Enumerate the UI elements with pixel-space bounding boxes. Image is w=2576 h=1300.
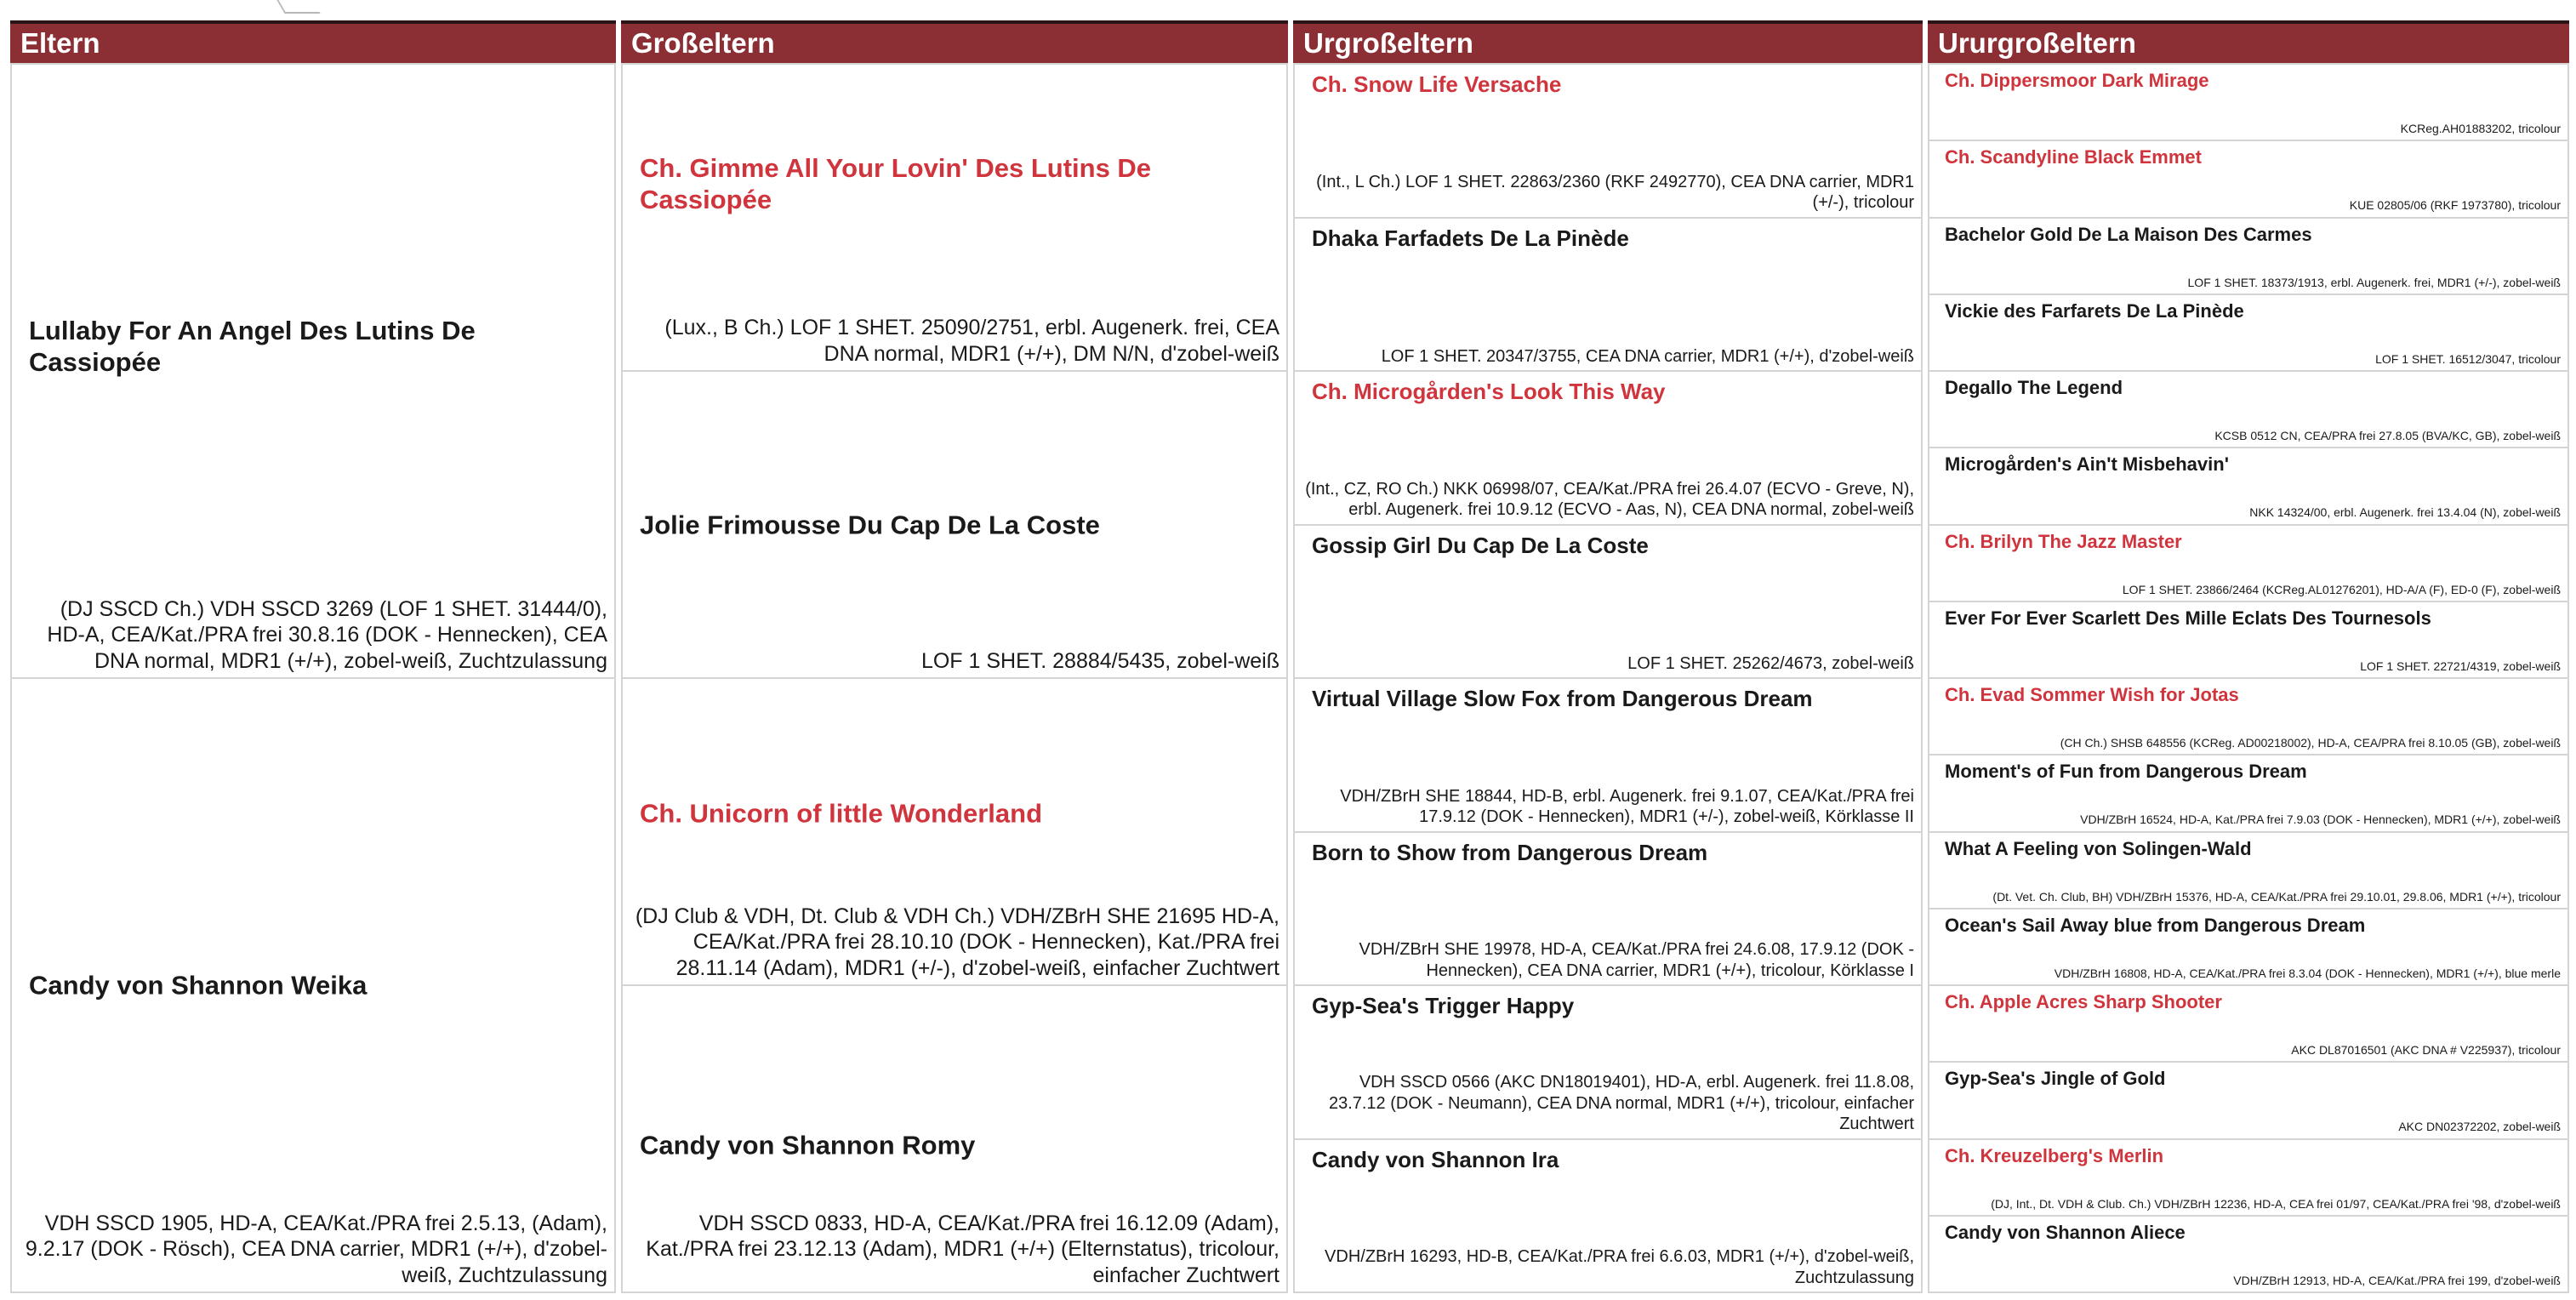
- pedigree-table: [10, 20, 2569, 1293]
- dog-details: VDH/ZBrH 16293, HD-B, CEA/Kat./PRA frei 6.6.03, MDR1 (+/+), d'zobel-weiß, Zuchtzulassung: [1325, 1247, 1914, 1287]
- column-header-parents: Eltern: [10, 20, 616, 63]
- dog-details: VDH/ZBrH 12913, HD-A, CEA/Kat./PRA frei 199, d'zobel-weiß: [2233, 1273, 2561, 1287]
- column-header-great-grandparents: Urgroßeltern: [1293, 20, 1923, 63]
- dog-name: Vickie des Farfarets De La Pinède: [1945, 299, 2244, 322]
- grandparent-cell: [621, 372, 1288, 679]
- dog-details: AKC DN02372202, zobel-weiß: [2398, 1120, 2561, 1134]
- dog-details: LOF 1 SHET. 22721/4319, zobel-weiß: [2360, 659, 2561, 673]
- dog-details: KCSB 0512 CN, CEA/PRA frei 27.8.05 (BVA/KC, GB), zobel-weiß: [2214, 429, 2561, 443]
- great-great-grandparent-cell: [1928, 295, 2569, 372]
- dog-details: (Int., L Ch.) LOF 1 SHET. 22863/2360 (RKF 2492770), CEA DNA carrier, MDR1 (+/-), tricolour: [1316, 172, 1914, 213]
- pen-mark: [276, 0, 320, 14]
- dog-name: Ch. Scandyline Black Emmet: [1945, 146, 2202, 168]
- dog-details: (Int., CZ, RO Ch.) NKK 06998/07, CEA/Kat./PRA frei 26.4.07 (ECVO - Greve, N), erbl. Augenerk. frei 10.9.12 (ECVO - Aas, N), CEA DNA normal, zobel-weiß: [1305, 479, 1914, 520]
- column-header-grandparents: Großeltern: [621, 20, 1288, 63]
- dog-details: VDH SSCD 0833, HD-A, CEA/Kat./PRA frei 16.12.09 (Adam), Kat./PRA frei 23.12.13 (Adam), MDR1 (+/+) (Elternstatus), tricolour, einfacher Zuchtwert: [646, 1211, 1279, 1287]
- column-grandparents: [621, 20, 1288, 1293]
- dog-name: Microgården's Ain't Misbehavin': [1945, 453, 2229, 476]
- dog-details: NKK 14324/00, erbl. Augenerk. frei 13.4.04 (N), zobel-weiß: [2249, 505, 2561, 520]
- dog-name: Gossip Girl Du Cap De La Coste: [1312, 532, 1649, 558]
- dog-name: Lullaby For An Angel Des Lutins De Cassiopée: [29, 316, 476, 378]
- dog-details: LOF 1 SHET. 16512/3047, tricolour: [2375, 351, 2561, 366]
- great-great-grandparent-cell: [1928, 909, 2569, 986]
- grandparent-cell: [621, 986, 1288, 1293]
- dog-details: KUE 02805/06 (RKF 1973780), tricolour: [2349, 198, 2561, 213]
- dog-name: Dhaka Farfadets De La Pinède: [1312, 225, 1629, 251]
- great-grandparent-cell: [1293, 1140, 1923, 1294]
- dog-details: LOF 1 SHET. 23866/2464 (KCReg.AL01276201), HD-A/A (F), ED-0 (F), zobel-weiß: [2122, 582, 2561, 596]
- dog-name: Candy von Shannon Weika: [29, 970, 368, 1001]
- parent-cell-sire: [10, 63, 616, 679]
- dog-details: VDH/ZBrH SHE 18844, HD-B, erbl. Augenerk. frei 9.1.07, CEA/Kat./PRA frei 17.9.12 (DOK - Hennecken), MDR1 (+/-), zobel-weiß, Körklasse II: [1340, 786, 1914, 827]
- dog-name: Ch. Kreuzelberg's Merlin: [1945, 1144, 2164, 1166]
- dog-name: Born to Show from Dangerous Dream: [1312, 839, 1708, 865]
- dog-details: LOF 1 SHET. 20347/3755, CEA DNA carrier, MDR1 (+/+), d'zobel-weiß: [1381, 346, 1914, 366]
- great-great-grandparent-cell: [1928, 755, 2569, 832]
- dog-details: VDH SSCD 1905, HD-A, CEA/Kat./PRA frei 2.5.13, (Adam), 9.2.17 (DOK - Rösch), CEA DNA carrier, MDR1 (+/+), d'zobel-weiß, Zuchtzulassung: [25, 1211, 607, 1287]
- dog-details: (DJ, Int., Dt. VDH & Club. Ch.) VDH/ZBrH 12236, HD-A, CEA frei 01/97, CEA/Kat./PRA frei '98, d'zobel-weiß: [1991, 1196, 2561, 1211]
- dog-name: Ch. Brilyn The Jazz Master: [1945, 530, 2182, 552]
- dog-name: Ch. Snow Life Versache: [1312, 71, 1562, 97]
- dog-name: Candy von Shannon Romy: [640, 1130, 976, 1160]
- great-great-grandparent-cell: [1928, 448, 2569, 525]
- dog-details: (Dt. Vet. Ch. Club, BH) VDH/ZBrH 15376, HD-A, CEA/Kat./PRA frei 29.10.01, 29.8.06, MDR1 (+/+), tricolour: [1992, 889, 2561, 904]
- great-grandparent-cell: [1293, 833, 1923, 987]
- dog-name: Ever For Ever Scarlett Des Mille Eclats Des Tournesols: [1945, 607, 2431, 629]
- dog-name: Ch. Unicorn of little Wonderland: [640, 798, 1043, 829]
- dog-details: KCReg.AH01883202, tricolour: [2400, 122, 2561, 136]
- dog-details: LOF 1 SHET. 25262/4673, zobel-weiß: [1627, 653, 1914, 673]
- great-great-grandparent-cell: [1928, 1140, 2569, 1217]
- great-grandparent-cell: [1293, 526, 1923, 680]
- dog-name: Jolie Frimousse Du Cap De La Coste: [640, 509, 1100, 539]
- parent-cell-dam: [10, 679, 616, 1293]
- great-grandparent-cell: [1293, 219, 1923, 373]
- dog-name: Gyp-Sea's Jingle of Gold: [1945, 1068, 2166, 1090]
- great-great-grandparent-cell: [1928, 679, 2569, 755]
- great-great-grandparent-cell: [1928, 141, 2569, 218]
- dog-details: VDH/ZBrH 16524, HD-A, Kat./PRA frei 7.9.03 (DOK - Hennecken), MDR1 (+/+), zobel-weiß: [2080, 812, 2561, 827]
- column-great-grandparents: [1293, 20, 1923, 1293]
- dog-details: VDH SSCD 0566 (AKC DN18019401), HD-A, erbl. Augenerk. frei 11.8.08, 23.7.12 (DOK - Neumann), CEA DNA normal, MDR1 (+/+), tricolour, einfacher Zuchtwert: [1328, 1073, 1914, 1134]
- grandparent-cell: [621, 679, 1288, 986]
- great-great-grandparent-cell: [1928, 219, 2569, 295]
- dog-name: Bachelor Gold De La Maison Des Carmes: [1945, 223, 2312, 245]
- dog-details: (Lux., B Ch.) LOF 1 SHET. 25090/2751, erbl. Augenerk. frei, CEA DNA normal, MDR1 (+/+), DM N/N, d'zobel-weiß: [664, 316, 1279, 366]
- dog-name: Ch. Microgården's Look This Way: [1312, 379, 1666, 404]
- dog-details: AKC DL87016501 (AKC DNA # V225937), tricolour: [2291, 1043, 2561, 1058]
- dog-name: What A Feeling von Solingen-Wald: [1945, 837, 2252, 859]
- great-great-grandparent-cell: [1928, 63, 2569, 141]
- dog-name: Ch. Dippersmoor Dark Mirage: [1945, 70, 2209, 91]
- dog-name: Ch. Apple Acres Sharp Shooter: [1945, 991, 2222, 1012]
- great-great-grandparent-cell: [1928, 1217, 2569, 1293]
- great-great-grandparent-cell: [1928, 526, 2569, 602]
- dog-details: LOF 1 SHET. 28884/5435, zobel-weiß: [920, 648, 1279, 673]
- dog-name: Gyp-Sea's Trigger Happy: [1312, 993, 1575, 1018]
- dog-name: Degallo The Legend: [1945, 377, 2123, 398]
- great-great-grandparent-cell: [1928, 986, 2569, 1063]
- dog-name: Candy von Shannon Ira: [1312, 1146, 1559, 1172]
- great-great-grandparent-cell: [1928, 1063, 2569, 1139]
- great-grandparent-cell: [1293, 679, 1923, 833]
- dog-details: VDH/ZBrH 16808, HD-A, CEA/Kat./PRA frei 8.3.04 (DOK - Hennecken), MDR1 (+/+), blue merle: [2054, 966, 2561, 980]
- dog-name: Ocean's Sail Away blue from Dangerous Dream: [1945, 914, 2366, 936]
- column-great-great-grandparents: [1928, 20, 2569, 1293]
- dog-name: Moment's of Fun from Dangerous Dream: [1945, 761, 2307, 783]
- grandparent-cell: [621, 63, 1288, 372]
- dog-details: (DJ SSCD Ch.) VDH SSCD 3269 (LOF 1 SHET. 31444/0), HD-A, CEA/Kat./PRA frei 30.8.16 (DOK - Hennecken), CEA DNA normal, MDR1 (+/+), zobel-weiß, Zuchtzulassung: [47, 596, 607, 673]
- column-parents: [10, 20, 616, 1293]
- dog-details: VDH/ZBrH SHE 19978, HD-A, CEA/Kat./PRA frei 24.6.08, 17.9.12 (DOK - Hennecken), CEA DNA carrier, MDR1 (+/+), tricolour, Körklasse I: [1359, 940, 1914, 980]
- dog-name: Candy von Shannon Aliece: [1945, 1221, 2186, 1243]
- great-grandparent-cell: [1293, 986, 1923, 1140]
- dog-name: Virtual Village Slow Fox from Dangerous Dream: [1312, 686, 1813, 711]
- dog-name: Ch. Gimme All Your Lovin' Des Lutins De Cassiopée: [640, 152, 1152, 214]
- column-header-great-great-grandparents: Ururgroßeltern: [1928, 20, 2569, 63]
- great-great-grandparent-cell: [1928, 372, 2569, 448]
- great-great-grandparent-cell: [1928, 602, 2569, 679]
- great-grandparent-cell: [1293, 63, 1923, 219]
- great-grandparent-cell: [1293, 372, 1923, 526]
- dog-details: (CH Ch.) SHSB 648556 (KCReg. AD00218002), HD-A, CEA/PRA frei 8.10.05 (GB), zobel-weiß: [2060, 736, 2561, 750]
- great-great-grandparent-cell: [1928, 833, 2569, 909]
- dog-name: Ch. Evad Sommer Wish for Jotas: [1945, 684, 2239, 705]
- dog-details: (DJ Club & VDH, Dt. Club & VDH Ch.) VDH/ZBrH SHE 21695 HD-A, CEA/Kat./PRA frei 28.10.10 (DOK - Hennecken), Kat./PRA frei 28.11.14 (Adam), MDR1 (+/-), d'zobel-weiß, einfacher Zuchtwert: [635, 904, 1279, 980]
- dog-details: LOF 1 SHET. 18373/1913, erbl. Augenerk. frei, MDR1 (+/-), zobel-weiß: [2187, 275, 2561, 289]
